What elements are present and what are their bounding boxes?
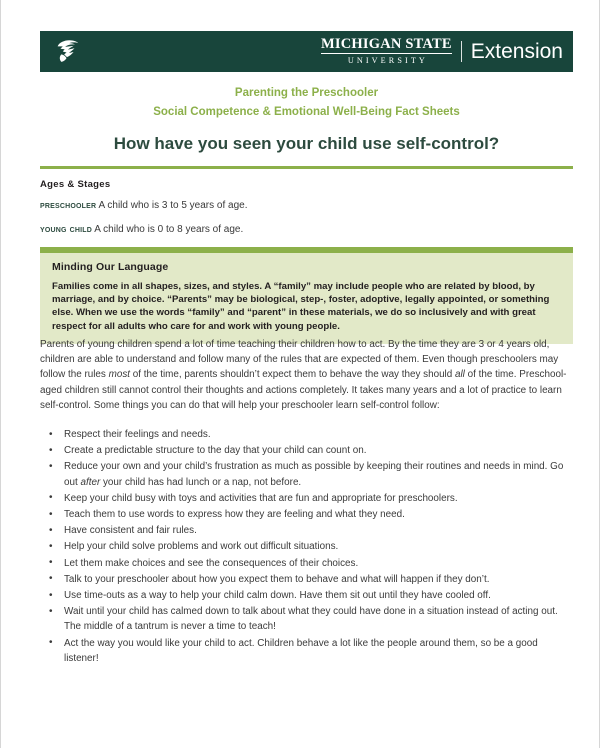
- list-item-text: Create a predictable structure to the day that your child can count on.: [64, 445, 367, 457]
- list-item-text: Keep your child busy with toys and activities that are fun and appropriate for preschoolers.: [64, 492, 458, 504]
- series-subtitle-secondary: Social Competence & Emotional Well-Being Fact Sheets: [153, 106, 460, 118]
- msu-wordmark: [321, 37, 461, 66]
- list-item-text: Have consistent and fair rules.: [64, 525, 197, 537]
- callout-body-text: Families come in all shapes, sizes, and styles. A “family” may include people who are related by blood, by marriage, and by choice. “Parents” may be biological, step-, foster, adoptive, legally appointed, or something else. When we use the words “family” and “parent” in these materials, we do so inclusively and with great respect for all adults who care for and work with young people.: [52, 281, 550, 332]
- list-item: [40, 604, 573, 634]
- list-item-text: Wait until your child has calmed down to talk about what they could have done in a situation instead of acting out. The middle of a tantrum is never a time to teach!: [64, 606, 558, 633]
- age-term-preschooler: preschooler: [40, 200, 97, 211]
- list-item-text: Talk to your preschooler about how you expect them to behave and what will happen if they don’t.: [64, 573, 490, 585]
- list-item-text: Help your child solve problems and work out difficult situations.: [64, 541, 339, 553]
- page-title: How have you seen your child use self-control?: [113, 134, 500, 153]
- msu-wordmark-line2: UNIVERSITY: [347, 56, 428, 65]
- list-item: [40, 588, 573, 603]
- ages-and-stages-section: [40, 179, 573, 247]
- list-item: [40, 572, 573, 587]
- age-definition-preschooler-text: A child who is 3 to 5 years of age.: [98, 200, 248, 211]
- intro-paragraph: [40, 337, 573, 413]
- list-item: [40, 523, 573, 538]
- list-item-emphasis-after: after: [80, 476, 101, 488]
- list-item: [40, 636, 573, 666]
- list-item: [40, 443, 573, 458]
- list-item-text: Teach them to use words to express how they are feeling and what they need.: [64, 509, 405, 521]
- list-item: [40, 427, 573, 442]
- list-item: [40, 459, 573, 489]
- list-item-text-after: your child has had lunch or a nap, not before.: [100, 476, 302, 488]
- msu-extension-header-bar: [40, 31, 573, 72]
- intro-paragraph-part-2: of the time, parents shouldn’t expect them to behave the way they should: [130, 369, 455, 381]
- extension-wordmark: Extension: [470, 39, 563, 63]
- age-definition-young-child-text: A child who is 0 to 8 years of age.: [94, 224, 244, 235]
- msu-brand-lockup: [321, 37, 563, 66]
- list-item-text: Respect their feelings and needs.: [64, 429, 211, 440]
- list-item-text: Let them make choices and see the consequences of their choices.: [64, 557, 359, 569]
- age-term-young-child: young child: [40, 224, 93, 235]
- list-item: [40, 507, 573, 522]
- list-item-text: Use time-outs as a way to help your child calm down. Have them sit out until they have cooled off.: [64, 590, 491, 602]
- age-definition-young-child: [40, 223, 573, 237]
- list-item-text: Act the way you would like your child to act. Children behave a lot like the people around them, so be a good listener!: [64, 637, 538, 664]
- list-item: [40, 491, 573, 506]
- intro-paragraph-part-1: Parents of young children spend a lot of time teaching their children how to act. By the time they are 3 or 4 years old, children are able to understand and follow many of the rules that are expected of them. Even though preschoolers may follow the rules: [40, 339, 559, 381]
- list-item-text-before: Reduce your own and your child’s frustration as much as possible by keeping their routines and needs in mind. Go out: [64, 461, 564, 488]
- msu-wordmark-line1: MICHIGAN STATE: [321, 36, 452, 52]
- title-block: [40, 85, 573, 156]
- title-divider: [40, 166, 573, 169]
- minding-our-language-callout: [40, 247, 573, 344]
- callout-heading: Minding Our Language: [52, 261, 169, 273]
- age-definition-preschooler: [40, 199, 573, 213]
- callout-content: [40, 253, 573, 344]
- list-item: [40, 556, 573, 571]
- ages-and-stages-heading: Ages & Stages: [40, 179, 111, 190]
- intro-emphasis-all: all: [455, 369, 465, 381]
- intro-paragraph-part-3: of the time. Preschool-aged children still cannot control their thoughts and actions completely. It takes many years and a lot of practice to learn self-control. Some things you can do that will help your preschooler learn self-control follow:: [40, 369, 567, 411]
- spartan-helmet-icon: [52, 37, 82, 67]
- series-subtitle: Parenting the Preschooler: [234, 87, 379, 99]
- list-item: [40, 539, 573, 554]
- self-control-tips-list: [40, 427, 573, 667]
- brand-divider: [461, 41, 462, 62]
- intro-emphasis-most: most: [108, 369, 131, 381]
